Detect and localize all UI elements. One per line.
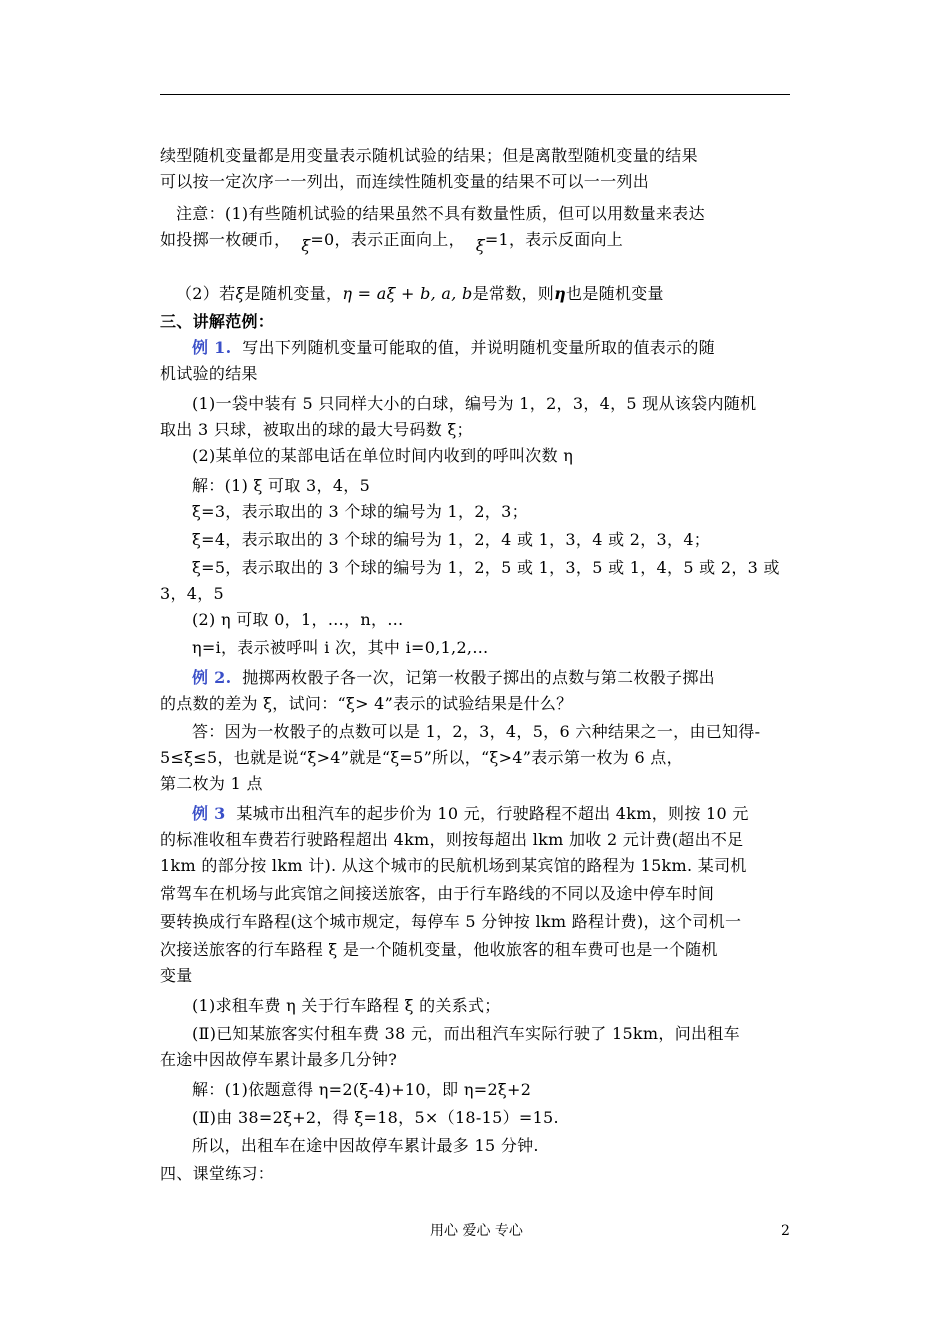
xi-symbol: ξ — [235, 284, 245, 303]
text-line: 解：(1)依题意得 η=2(ξ-4)+10，即 η=2ξ+2 — [192, 1080, 532, 1099]
text-line: (1)一袋中装有 5 只同样大小的白球，编号为 1，2，3，4，5 现从该袋内随机 — [192, 394, 757, 413]
text-span: 也是随机变量 — [566, 284, 664, 303]
text-line: (Ⅱ)已知某旅客实付租车费 38 元，而出租汽车实际行驶了 15km，问出租车 — [192, 1024, 740, 1043]
text-line: 所以，出租车在途中因故停车累计最多 15 分钟. — [192, 1136, 539, 1155]
text-line: 答：因为一枚骰子的点数可以是 1，2，3，4，5，6 六种结果之一，由已知得- — [192, 722, 761, 741]
text-line: ξ=4，表示取出的 3 个球的编号为 1，2，4 或 1，3，4 或 2，3，4； — [192, 530, 711, 549]
header-rule — [160, 94, 790, 95]
note-line: 注意：(1)有些随机试验的结果虽然不具有数量性质，但可以用数量来表达 — [176, 204, 705, 223]
text-line: (1)求租车费 η 关于行车路程 ξ 的关系式； — [192, 996, 501, 1015]
text-span: =1，表示反面向上 — [484, 230, 624, 249]
text-line: (2) η 可取 0，1，…，n，… — [192, 610, 404, 629]
text-span: 某城市出租汽车的起步价为 10 元，行驶路程不超出 4km，则按 10 元 — [225, 804, 749, 823]
text-line: 要转换成行车路程(这个城市规定，每停车 5 分钟按 lkm 路程计费)，这个司机一 — [160, 912, 742, 931]
text-line: 的点数的差为 ξ，试问：“ξ> 4”表示的试验结果是什么？ — [160, 694, 573, 713]
text-span: 写出下列随机变量可能取的值，并说明随机变量所取的值表示的随 — [231, 338, 715, 357]
text-line: 3，4，5 — [160, 584, 225, 603]
example-label: 例 2. — [192, 668, 232, 687]
text-line: 可以按一定次序一一列出，而连续性随机变量的结果不可以一一列出 — [160, 172, 650, 191]
text-span: 如投掷一枚硬币， — [160, 230, 291, 249]
text-line: 第二枚为 1 点 — [160, 774, 263, 793]
text-span: （2）若 — [176, 284, 236, 303]
text-line: ξ=3，表示取出的 3 个球的编号为 1，2，3； — [192, 502, 528, 521]
text-line: (2)某单位的某部电话在单位时间内收到的呼叫次数 η — [192, 446, 574, 465]
text-span: =0，表示正面向上， — [310, 230, 465, 249]
text-line: 在途中因故停车累计最多几分钟? — [160, 1050, 398, 1069]
example-label: 例 3 — [192, 804, 226, 823]
text-line: 1km 的部分按 lkm 计). 从这个城市的民航机场到某宾馆的路程为 15km. 某司机 — [160, 856, 747, 875]
example-1-heading — [192, 338, 715, 358]
section-heading: 四、课堂练习： — [160, 1164, 275, 1183]
text-span: 是常数，则 — [472, 284, 555, 303]
page-number: 2 — [781, 1223, 790, 1239]
formula: η = aξ + b, a, b — [342, 284, 473, 303]
xi-symbol: ξ — [301, 236, 311, 255]
example-3-heading — [192, 804, 749, 824]
text-line: 续型随机变量都是用变量表示随机试验的结果；但是离散型随机变量的结果 — [160, 146, 698, 165]
text-line: 的标准收租车费若行驶路程超出 4km，则按每超出 lkm 加收 2 元计费(超出不足 — [160, 830, 744, 849]
eta-symbol: η — [554, 284, 567, 303]
example-2-heading — [192, 668, 715, 688]
text-line: 取出 3 只球，被取出的球的最大号码数 ξ； — [160, 420, 473, 439]
section-heading: 三、讲解范例： — [160, 312, 275, 331]
example-label: 例 1. — [192, 338, 232, 357]
text-line: 常驾车在机场与此宾馆之间接送旅客，由于行车路线的不同以及途中停车时间 — [160, 884, 715, 903]
text-line: 解：(1) ξ 可取 3，4，5 — [192, 476, 371, 495]
text-span: 是随机变量， — [244, 284, 343, 303]
note-line-2 — [176, 284, 664, 304]
text-line: 次接送旅客的行车路程 ξ 是一个随机变量，他收旅客的租车费可也是一个随机 — [160, 940, 718, 959]
text-line: 5≤ξ≤5，也就是说“ξ>4”就是“ξ=5”所以，“ξ>4”表示第一枚为 6 点， — [160, 748, 683, 767]
text-line: (Ⅱ)由 38=2ξ+2，得 ξ=18，5×（18-15）=15. — [192, 1108, 559, 1127]
note-line — [160, 230, 624, 255]
text-line: η=i，表示被呼叫 i 次，其中 i=0,1,2,… — [192, 638, 489, 657]
text-span: 抛掷两枚骰子各一次，记第一枚骰子掷出的点数与第二枚骰子掷出 — [231, 668, 715, 687]
xi-symbol: ξ — [475, 236, 485, 255]
footer-motto: 用心 爱心 专心 — [430, 1223, 523, 1239]
text-line: 变量 — [160, 966, 193, 985]
text-line: ξ=5，表示取出的 3 个球的编号为 1，2，5 或 1，3，5 或 1，4，5 或 2，3 或 — [192, 558, 780, 577]
text-line: 机试验的结果 — [160, 364, 258, 383]
